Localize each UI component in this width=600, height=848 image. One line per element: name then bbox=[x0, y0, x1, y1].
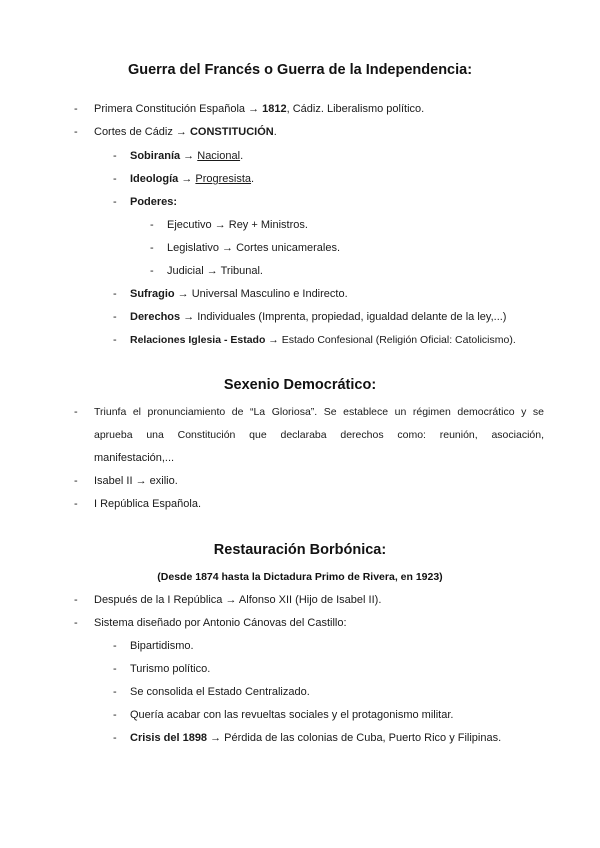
bullet-dash: - bbox=[150, 219, 154, 231]
bullet-dash: - bbox=[113, 640, 117, 652]
list-item: Ejecutivo → Rey + Ministros. bbox=[167, 219, 308, 231]
bullet-dash: - bbox=[113, 150, 117, 162]
list-item-soberania: Sobiranía → Nacional. bbox=[130, 150, 244, 162]
list-item: Primera Constitución Española → 1812, Cádiz. Liberalismo político. bbox=[94, 103, 425, 115]
list-item: Quería acabar con las revueltas sociales y el protagonismo militar. bbox=[130, 709, 454, 721]
paragraph-line: aprueba una Constitución que declaraba derechos como: reunión, asociación, bbox=[94, 429, 544, 441]
bullet-dash: - bbox=[150, 242, 154, 254]
bullet-dash: - bbox=[113, 732, 117, 744]
bullet-dash: - bbox=[113, 311, 117, 323]
section-subtitle: (Desde 1874 hasta la Dictadura Primo de Rivera, en 1923) bbox=[157, 571, 443, 583]
section-title-guerra: Guerra del Francés o Guerra de la Independencia: bbox=[127, 62, 473, 78]
list-item-poderes: Poderes: bbox=[130, 196, 178, 208]
list-item: Judicial → Tribunal. bbox=[167, 265, 263, 277]
list-item-derechos: Derechos → Individuales (Imprenta, propiedad, igualdad delante de la ley,...) bbox=[130, 311, 507, 323]
paragraph-line: Triunfa el pronunciamiento de “La Gloriosa”. Se establece un régimen democrático y se bbox=[94, 406, 544, 418]
bullet-dash: - bbox=[74, 498, 78, 510]
list-item: Después de la I República → Alfonso XII (Hijo de Isabel II). bbox=[94, 594, 382, 606]
bullet-dash: - bbox=[74, 103, 78, 115]
bullet-dash: - bbox=[150, 265, 154, 277]
list-item-sufragio: Sufragio → Universal Masculino e Indirecto. bbox=[130, 288, 348, 300]
list-item: Bipartidismo. bbox=[130, 640, 194, 652]
paragraph-line: manifestación,... bbox=[94, 452, 175, 464]
bullet-dash: - bbox=[74, 406, 78, 418]
list-item: Turismo político. bbox=[130, 663, 211, 675]
bullet-dash: - bbox=[113, 334, 117, 346]
bullet-dash: - bbox=[113, 686, 117, 698]
section-title-restauracion: Restauración Borbónica: bbox=[213, 542, 387, 558]
list-item: Sistema diseñado por Antonio Cánovas del Castillo: bbox=[94, 617, 347, 629]
list-item: Cortes de Cádiz → CONSTITUCIÓN. bbox=[94, 126, 277, 138]
list-item: Isabel II → exilio. bbox=[94, 475, 178, 487]
bullet-dash: - bbox=[74, 594, 78, 606]
list-item-ideologia: Ideología → Progresista. bbox=[130, 173, 255, 185]
list-item: I República Española. bbox=[94, 498, 202, 510]
bullet-dash: - bbox=[74, 126, 78, 138]
list-item-crisis: Crisis del 1898 → Pérdida de las colonias de Cuba, Puerto Rico y Filipinas. bbox=[130, 732, 502, 744]
list-item: Se consolida el Estado Centralizado. bbox=[130, 686, 310, 698]
bullet-dash: - bbox=[113, 196, 117, 208]
section-title-sexenio: Sexenio Democrático: bbox=[223, 377, 377, 393]
bullet-dash: - bbox=[113, 709, 117, 721]
list-item-relaciones: Relaciones Iglesia - Estado → Estado Confesional (Religión Oficial: Catolicismo). bbox=[130, 334, 516, 346]
bullet-dash: - bbox=[113, 663, 117, 675]
bullet-dash: - bbox=[74, 617, 78, 629]
list-item: Legislativo → Cortes unicamerales. bbox=[167, 242, 341, 254]
bullet-dash: - bbox=[74, 475, 78, 487]
bullet-dash: - bbox=[113, 288, 117, 300]
bullet-dash: - bbox=[113, 173, 117, 185]
